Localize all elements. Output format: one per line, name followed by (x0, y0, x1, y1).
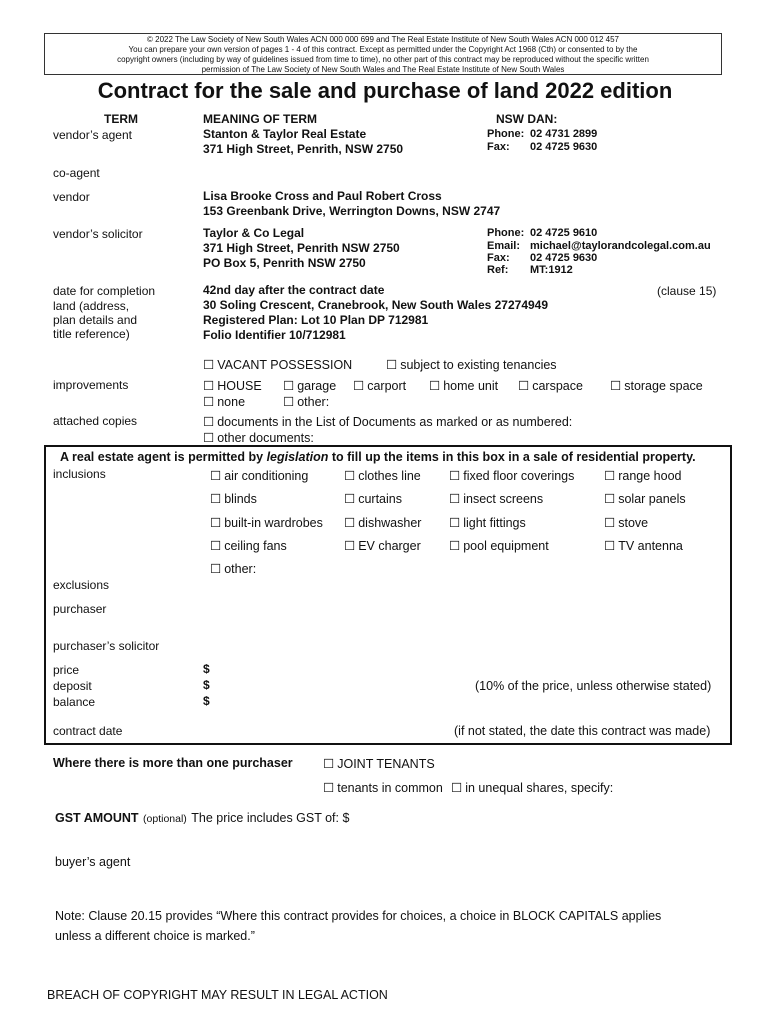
vendors-agent-name: Stanton & Taylor Real Estate (203, 127, 367, 141)
deposit-label: deposit (53, 679, 92, 693)
completion-label: date for completion (53, 284, 156, 298)
purchasers-solicitor-label: purchaser’s solicitor (53, 639, 160, 653)
balance-label: balance (53, 695, 96, 709)
solicitor-phone-label: Phone: (487, 227, 525, 239)
page-title: Contract for the sale and purchase of land 2022 edition (97, 78, 673, 103)
unequal-shares-checkbox[interactable] (451, 780, 613, 795)
joint-tenants-checkbox[interactable] (323, 756, 435, 771)
copyright-line: copyright owners (including by way of guidelines issued from time to time), no other part of this contract may be reproduced without the specific written (117, 55, 649, 64)
agent-box-heading-legislation: legislation (266, 450, 329, 464)
other-documents-label: other documents: (217, 431, 314, 445)
contract-date-label: contract date (53, 724, 123, 738)
copyright-line: You can prepare your own version of pages 1 - 4 of this contract. Except as permitted under the Copyright Act 1968 (Cth) or consented to by the (128, 45, 638, 54)
land-plan: Registered Plan: Lot 10 Plan DP 712981 (203, 313, 429, 327)
exclusions-label: exclusions (53, 578, 110, 592)
solicitor-phone: 02 4725 9610 (530, 227, 598, 239)
house-checkbox[interactable] (203, 378, 262, 393)
existing-tenancies-label: subject to existing tenancies (400, 358, 557, 372)
land-address: 30 Soling Crescent, Cranebrook, New South Wales 27274949 (203, 298, 549, 312)
vendors-agent-address: 371 High Street, Penrith, NSW 2750 (203, 142, 404, 156)
inclusion-checkbox[interactable] (344, 515, 421, 530)
vendors-agent-label: vendor’s agent (53, 128, 132, 142)
inclusion-label: blinds (224, 492, 257, 506)
inclusion-checkbox[interactable] (210, 491, 257, 506)
vendors-agent-phone: 02 4731 2899 (530, 128, 598, 140)
inclusion-checkbox[interactable] (449, 538, 549, 553)
solicitor-name: Taylor & Co Legal (203, 226, 305, 240)
solicitor-fax-label: Fax: (487, 252, 510, 264)
vendors-agent-fax-label: Fax: (487, 141, 510, 153)
vendor-names: Lisa Brooke Cross and Paul Robert Cross (203, 189, 442, 203)
documents-list-checkbox[interactable] (203, 414, 572, 429)
purchaser-label: purchaser (53, 602, 107, 616)
inclusion-label: pool equipment (463, 539, 549, 553)
carspace-checkbox[interactable] (518, 378, 583, 393)
carport-label: carport (367, 379, 407, 393)
inclusion-checkbox[interactable] (344, 491, 402, 506)
other-improvement-checkbox[interactable] (283, 394, 329, 409)
inclusion-checkbox[interactable] (449, 515, 526, 530)
gst-row (55, 809, 349, 827)
inclusion-checkbox[interactable] (344, 468, 421, 483)
vendors-agent-fax: 02 4725 9630 (530, 141, 598, 153)
garage-checkbox[interactable] (283, 378, 336, 393)
deposit-dollar: $ (203, 678, 210, 692)
inclusion-label: TV antenna (618, 539, 683, 553)
house-label: HOUSE (217, 379, 262, 393)
inclusion-label: light fittings (463, 516, 526, 530)
other-improvement-label: other: (297, 395, 330, 409)
inclusion-label: ceiling fans (224, 539, 287, 553)
solicitor-email: michael@taylorandcolegal.com.au (530, 240, 711, 252)
inclusion-label: stove (618, 516, 649, 530)
agent-box-heading (60, 450, 696, 464)
price-dollar: $ (203, 662, 210, 676)
co-agent-label: co-agent (53, 166, 100, 180)
multiple-purchasers-label: Where there is more than one purchaser (53, 756, 293, 770)
inclusion-label: solar panels (618, 492, 686, 506)
carport-checkbox[interactable] (353, 378, 406, 393)
inclusion-label: insect screens (463, 492, 544, 506)
nsw-dan-header: NSW DAN: (496, 112, 558, 126)
solicitor-address-2: PO Box 5, Penrith NSW 2750 (203, 256, 366, 270)
garage-label: garage (297, 379, 337, 393)
note-line-2: unless a different choice is marked.” (55, 929, 255, 943)
inclusion-checkbox[interactable] (604, 468, 681, 483)
agent-box-heading-pre: A real estate agent is permitted by (60, 450, 267, 464)
inclusion-checkbox[interactable] (604, 538, 683, 553)
inclusion-label: air conditioning (224, 469, 309, 483)
inclusion-label: EV charger (358, 539, 421, 553)
vendor-address: 153 Greenbank Drive, Werrington Downs, NSW 2747 (203, 204, 501, 218)
balance-dollar: $ (203, 694, 210, 708)
agent-fill-box (44, 445, 732, 745)
vacant-possession-checkbox[interactable] (203, 357, 352, 372)
joint-tenants-label: JOINT TENANTS (337, 757, 435, 771)
deposit-note: (10% of the price, unless otherwise stated) (475, 679, 712, 693)
vendors-agent-phone-label: Phone: (487, 128, 525, 140)
inclusion-label: fixed floor coverings (463, 469, 575, 483)
inclusion-label: built-in wardrobes (224, 516, 323, 530)
meaning-header: MEANING OF TERM (203, 112, 317, 126)
land-label-line: land (address, (53, 299, 130, 313)
land-folio: Folio Identifier 10/712981 (203, 328, 346, 342)
solicitor-ref: MT:1912 (530, 264, 573, 276)
solicitor-fax: 02 4725 9630 (530, 252, 598, 264)
term-header: TERM (104, 112, 138, 126)
land-label-line: plan details and (53, 313, 138, 327)
inclusion-checkbox[interactable] (210, 538, 287, 553)
attached-copies-label: attached copies (53, 414, 138, 428)
storage-space-label: storage space (624, 379, 703, 393)
none-label: none (217, 395, 246, 409)
inclusions-label: inclusions (53, 467, 106, 481)
home-unit-label: home unit (443, 379, 499, 393)
storage-space-checkbox[interactable] (610, 378, 703, 393)
inclusion-checkbox[interactable] (604, 491, 686, 506)
copyright-line: permission of The Law Society of New South Wales and The Real Estate Institute of New South Wales (201, 65, 565, 74)
none-checkbox[interactable] (203, 394, 245, 409)
vendors-solicitor-label: vendor’s solicitor (53, 227, 143, 241)
contract-date-note: (if not stated, the date this contract was made) (454, 724, 711, 738)
solicitor-address-1: 371 High Street, Penrith NSW 2750 (203, 241, 400, 255)
inclusion-label: dishwasher (358, 516, 422, 530)
buyers-agent-label: buyer’s agent (55, 855, 131, 869)
inclusion-checkbox[interactable] (449, 468, 574, 483)
copyright-warning-footer: BREACH OF COPYRIGHT MAY RESULT IN LEGAL ACTION (47, 988, 388, 1002)
gst-text: The price includes GST of: $ (191, 811, 350, 825)
other-documents-checkbox[interactable] (203, 430, 314, 445)
documents-list-label: documents in the List of Documents as marked or as numbered: (217, 415, 573, 429)
carspace-label: carspace (532, 379, 583, 393)
inclusion-other-label: other: (224, 562, 257, 576)
inclusion-label: curtains (358, 492, 402, 506)
completion-clause: (clause 15) (657, 284, 717, 298)
inclusion-checkbox[interactable] (449, 491, 543, 506)
vacant-possession-label: VACANT POSSESSION (217, 358, 353, 372)
inclusion-label: range hood (618, 469, 682, 483)
inclusion-checkbox[interactable] (210, 468, 308, 483)
solicitor-ref-label: Ref: (487, 264, 509, 276)
price-label: price (53, 663, 80, 677)
inclusion-label: clothes line (358, 469, 421, 483)
existing-tenancies-checkbox[interactable] (386, 357, 557, 372)
improvements-label: improvements (53, 378, 129, 392)
gst-optional: (optional) (143, 813, 187, 825)
home-unit-checkbox[interactable] (429, 378, 498, 393)
inclusion-checkbox[interactable] (604, 515, 648, 530)
land-label (53, 299, 137, 341)
solicitor-email-label: Email: (487, 240, 521, 252)
tenants-in-common-checkbox[interactable] (323, 780, 443, 795)
inclusion-other-checkbox[interactable] (210, 561, 256, 576)
copyright-notice (44, 33, 722, 75)
land-label-line: title reference) (53, 327, 130, 341)
inclusion-checkbox[interactable] (210, 515, 323, 530)
agent-box-heading-post: to fill up the items in this box in a sale of residential property. (328, 450, 696, 464)
copyright-line: © 2022 The Law Society of New South Wales ACN 000 000 699 and The Real Estate Institute of New South Wales ACN 000 012 457 (147, 35, 619, 44)
gst-label: GST AMOUNT (55, 811, 139, 825)
vendor-label: vendor (53, 190, 90, 204)
completion-value: 42nd day after the contract date (203, 283, 385, 297)
inclusion-checkbox[interactable] (344, 538, 421, 553)
tenants-in-common-label: tenants in common (337, 781, 443, 795)
unequal-shares-label: in unequal shares, specify: (465, 781, 614, 795)
note-line-1: Note: Clause 20.15 provides “Where this contract provides for choices, a choice in BLOCK CAPITALS applies (55, 909, 662, 923)
